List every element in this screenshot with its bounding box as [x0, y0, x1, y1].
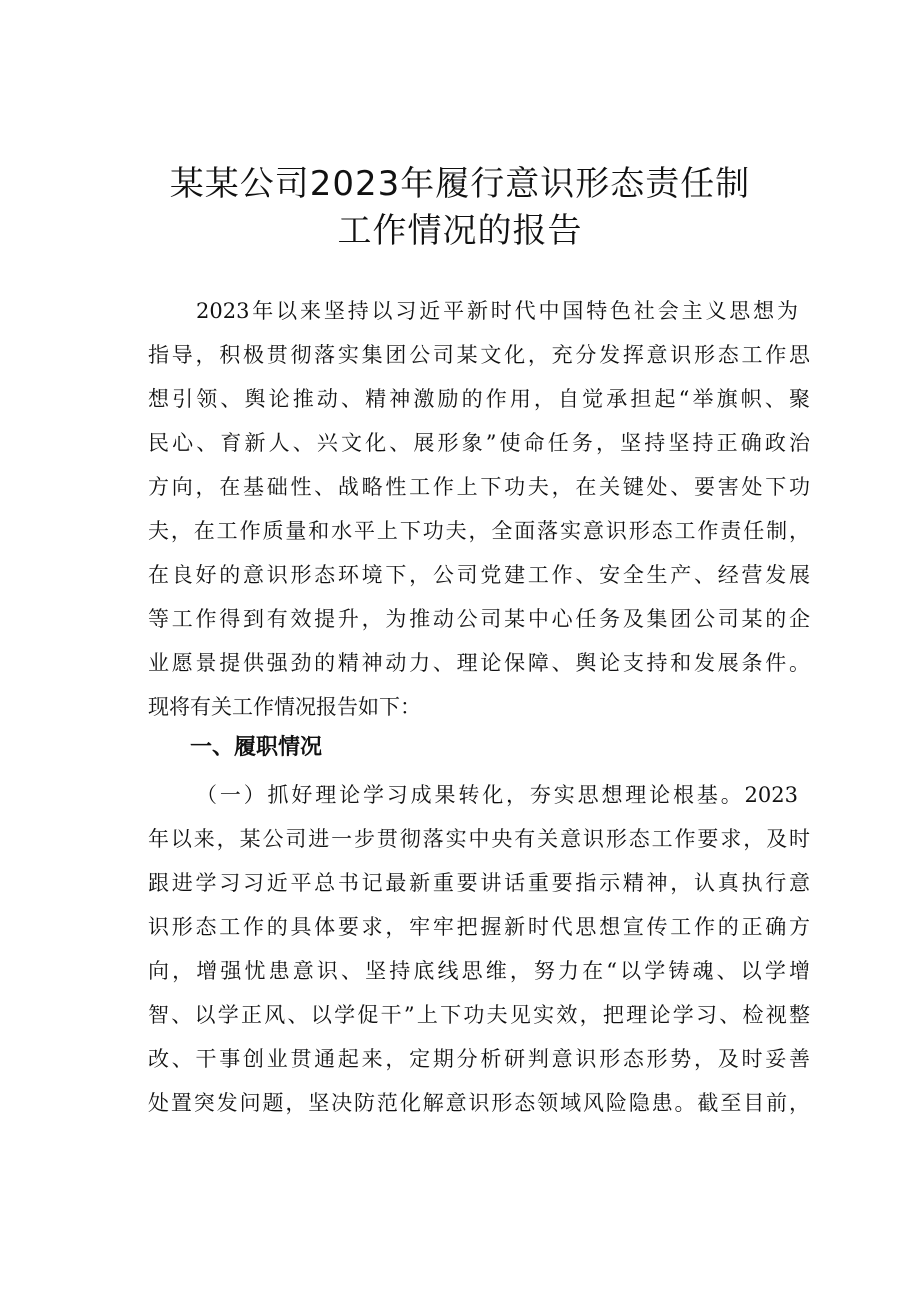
intro-line-7: 在良好的意识形态环境下，公司党建工作、安全生产、经营发展: [148, 563, 810, 587]
intro-line-4: 民心、育新人、兴文化、展形象”使命任务，坚持坚持正确政治: [148, 431, 810, 455]
document-title-line-1: 某某公司2023年履行意识形态责任制: [169, 164, 751, 204]
intro-line-3: 想引领、舆论推动、精神激励的作用，自觉承担起“举旗帜、聚: [148, 387, 810, 411]
section-line-3: 跟进学习习近平总书记最新重要讲话重要指示精神，认真执行意: [148, 871, 810, 895]
section-heading: 一、履职情况: [190, 735, 323, 760]
section-line-6: 智、以学正风、以学促干”上下功夫见实效，把理论学习、检视整: [148, 1003, 810, 1027]
intro-line-6: 夫，在工作质量和水平上下功夫，全面落实意识形态工作责任制，: [148, 519, 810, 543]
intro-line-5: 方向，在基础性、战略性工作上下功夫，在关键处、要害处下功: [148, 475, 810, 499]
section-line-5: 向，增强忧患意识、坚持底线思维，努力在“以学铸魂、以学增: [148, 959, 810, 983]
intro-line-8: 等工作得到有效提升，为推动公司某中心任务及集团公司某的企: [148, 607, 810, 631]
intro-line-10: 现将有关工作情况报告如下：: [148, 695, 421, 719]
section-line-2: 年以来，某公司进一步贯彻落实中央有关意识形态工作要求，及时: [148, 827, 810, 851]
document-title-line-2: 工作情况的报告: [337, 211, 583, 251]
intro-line-9: 业愿景提供强劲的精神动力、理论保障、舆论支持和发展条件。: [148, 651, 810, 675]
section-line-8: 处置突发问题，坚决防范化解意识形态领域风险隐患。截至目前，: [148, 1091, 810, 1115]
section-line-1: （一）抓好理论学习成果转化，夯实思想理论根基。2023: [196, 783, 798, 807]
section-line-7: 改、干事创业贯通起来，定期分析研判意识形态形势，及时妥善: [148, 1047, 810, 1071]
intro-line-1: 2023年以来坚持以习近平新时代中国特色社会主义思想为: [196, 299, 798, 323]
intro-line-2: 指导，积极贯彻落实集团公司某文化，充分发挥意识形态工作思: [148, 343, 810, 367]
section-line-4: 识形态工作的具体要求，牢牢把握新时代思想宣传工作的正确方: [148, 915, 810, 939]
